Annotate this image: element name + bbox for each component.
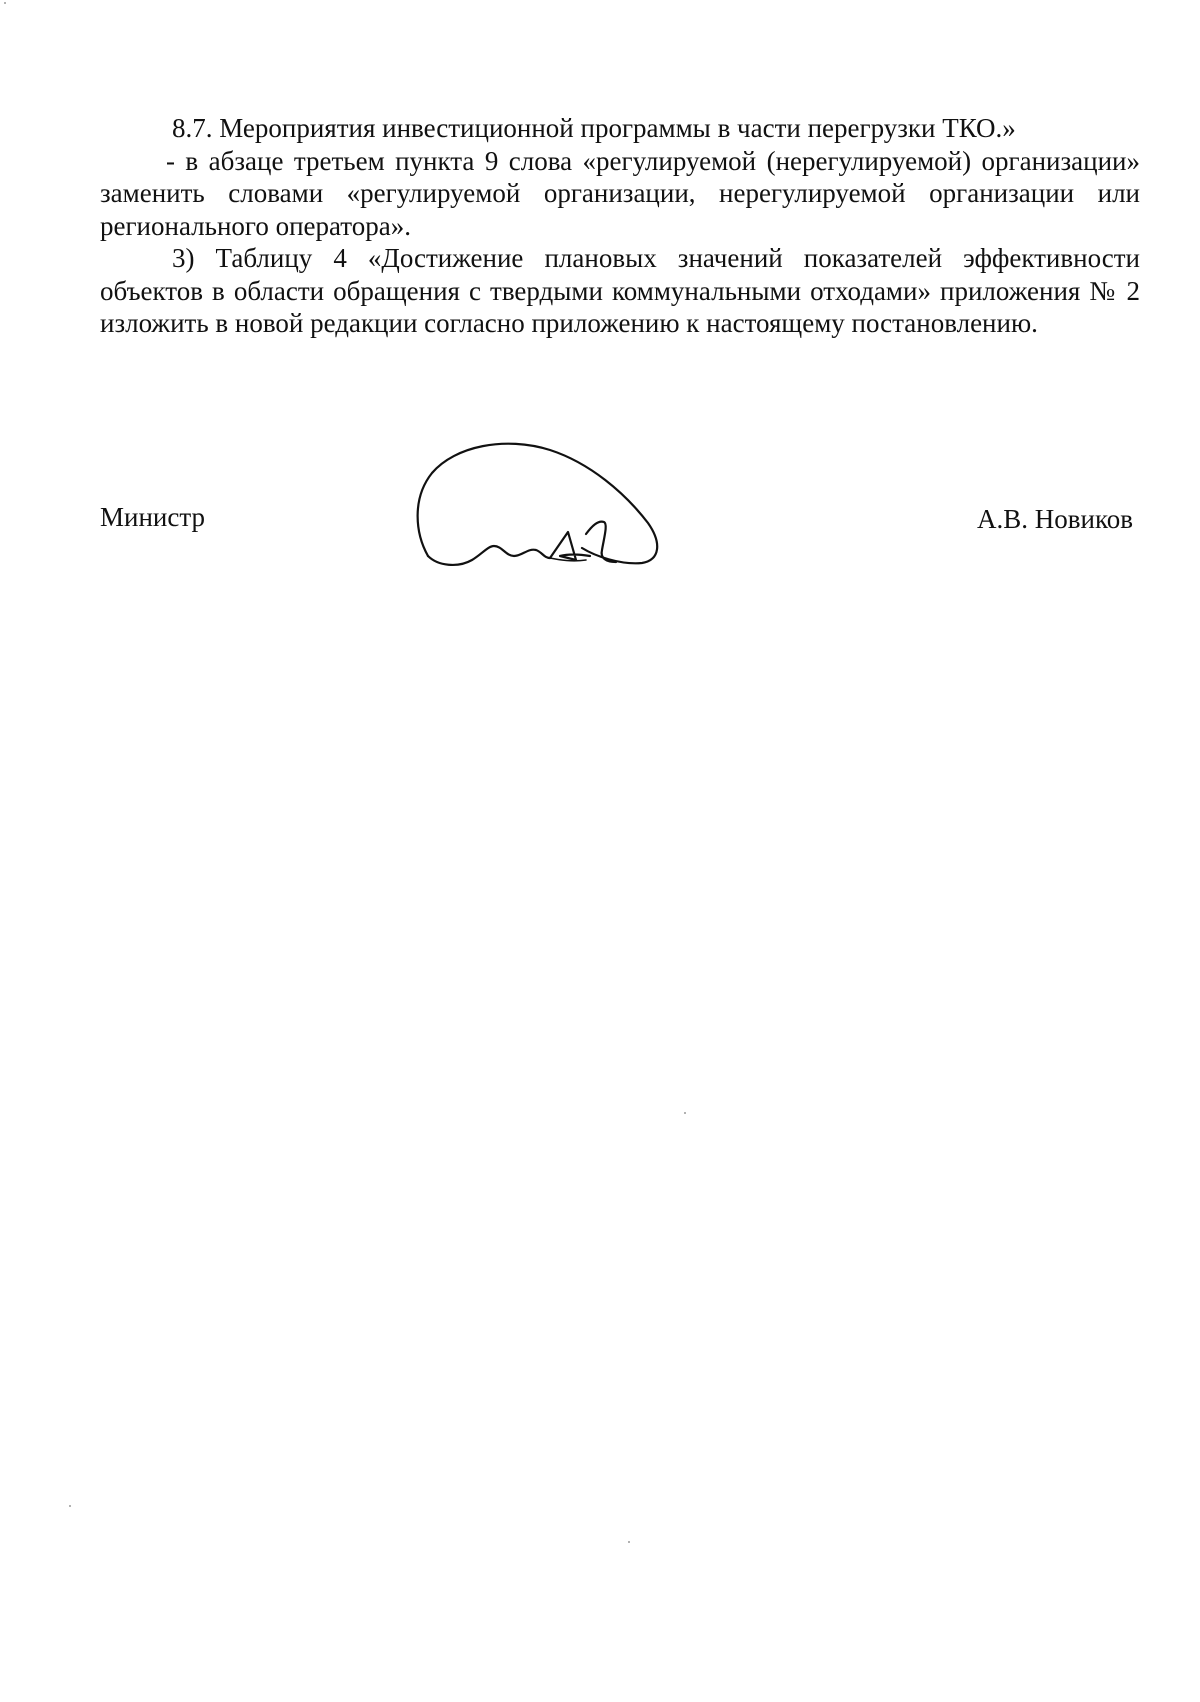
scan-speck [684, 1112, 686, 1114]
paragraph-amendment-point-9: - в абзаце третьем пункта 9 слова «регулируемой (нерегулируемой) организации» заменить словами «регулируемой организации, нерегулируемой организации или регионального оператора». [100, 145, 1140, 241]
scan-speck [69, 1505, 71, 1507]
signatory-name: А.В. Новиков [977, 504, 1133, 534]
signatory-title: Министр [100, 502, 205, 532]
scan-speck [4, 2, 6, 4]
scan-speck [628, 1541, 630, 1543]
handwritten-signature [410, 428, 670, 568]
paragraph-table-4-amendment: 3) Таблицу 4 «Достижение плановых значений показателей эффективности объектов в области обращения с твердыми коммунальными отходами» приложения № 2 изложить в новой редакции согласно приложению к настоящему постановлению. [100, 243, 1140, 338]
document-body [100, 112, 1140, 340]
paragraph-item-8-7: 8.7. Мероприятия инвестиционной программы в части перегрузки ТКО.» [172, 113, 1016, 143]
